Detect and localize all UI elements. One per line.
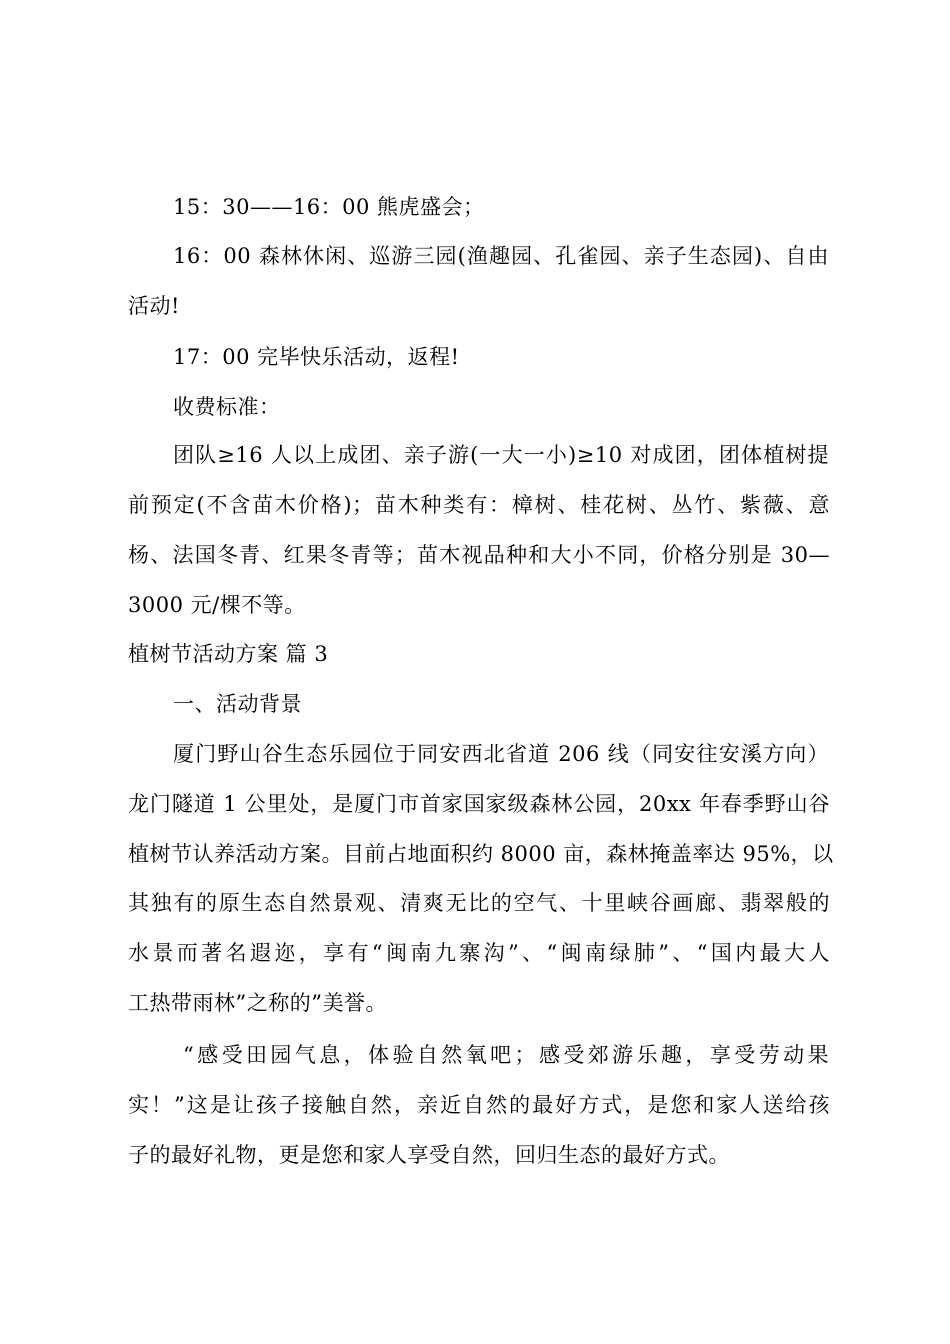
background-paragraph-line-1: 厦门野山谷生态乐园位于同安西北省道 206 线（同安往安溪方向）: [173, 742, 829, 766]
background-paragraph-line-2: 龙门隧道 1 公里处，是厦门市首家国家级森林公园，20xx 年春季野山谷: [128, 792, 830, 816]
fee-paragraph-line-4: 3000 元/棵不等。: [128, 593, 306, 617]
quote-paragraph-line-1: “感受田园气息，体验自然氧吧；感受郊游乐趣，享受劳动果: [183, 1043, 829, 1067]
quote-paragraph-line-3: 子的最好礼物，更是您和家人享受自然，回归生态的最好方式。: [128, 1143, 730, 1167]
section-title: 植树节活动方案 篇 3: [128, 642, 329, 666]
schedule-line-1700: 17：00 完毕快乐活动，返程!: [173, 345, 460, 369]
fee-paragraph-line-2: 前预定(不含苗木价格)；苗木种类有：樟树、桂花树、丛竹、紫薇、意: [128, 493, 830, 517]
fee-heading: 收费标准：: [173, 395, 281, 419]
background-paragraph-line-5: 水景而著名遐迩，享有“闽南九寨沟”、“闽南绿肺”、“国内最大人: [128, 941, 830, 965]
schedule-line-1600-cont: 活动!: [128, 294, 180, 318]
schedule-line-1600: 16：00 森林休闲、巡游三园(渔趣园、孔雀园、亲子生态园)、自由: [173, 244, 829, 268]
quote-paragraph-line-2: 实！”这是让孩子接触自然，亲近自然的最好方式，是您和家人送给孩: [128, 1093, 830, 1117]
background-paragraph-line-4: 其独有的原生态自然景观、清爽无比的空气、十里峡谷画廊、翡翠般的: [128, 891, 830, 915]
background-paragraph-line-6: 工热带雨林”之称的”美誉。: [128, 991, 387, 1015]
fee-paragraph-line-1: 团队≥16 人以上成团、亲子游(一大一小)≥10 对成团，团体植树提: [173, 443, 829, 467]
subsection-heading: 一、活动背景: [173, 692, 302, 716]
fee-paragraph-line-3: 杨、法国冬青、红果冬青等；苗木视品种和大小不同，价格分别是 30—: [128, 543, 830, 567]
schedule-line-1530: 15：30——16：00 熊虎盛会；: [173, 195, 485, 219]
background-paragraph-line-3: 植树节认养活动方案。目前占地面积约 8000 亩，森林掩盖率达 95%，以: [128, 842, 834, 866]
